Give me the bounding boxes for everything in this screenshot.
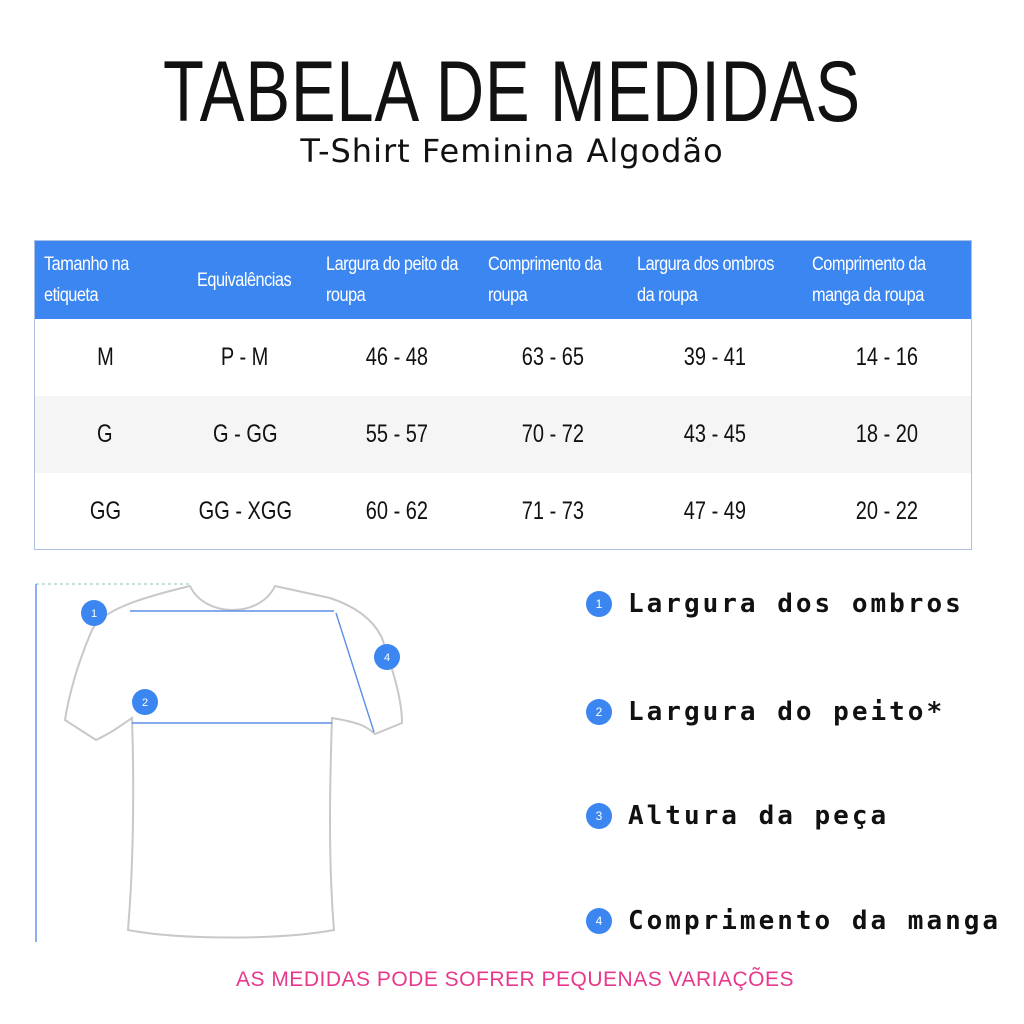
number-3-icon: 3: [586, 803, 612, 829]
table-cell: M: [96, 343, 114, 371]
header-equivalences: Equivalências: [197, 269, 292, 291]
number-2-icon: 2: [586, 699, 612, 725]
table-header: [35, 241, 971, 319]
marker-2-icon: [132, 689, 158, 715]
tshirt-diagram: [30, 578, 450, 948]
legend-label: Altura da peça: [628, 801, 890, 831]
svg-text:2: 2: [141, 697, 149, 709]
table-cell: 46 - 48: [365, 343, 429, 371]
table-cell: 71 - 73: [521, 497, 585, 525]
legend-label: Largura do peito*: [628, 697, 946, 727]
table-cell: P - M: [221, 343, 269, 371]
table-cell: 43 - 45: [683, 420, 747, 448]
table-cell: 14 - 16: [855, 343, 919, 371]
table-cell: 55 - 57: [365, 420, 429, 448]
legend-item-chest: [586, 692, 945, 732]
legend-label: Comprimento da manga: [628, 906, 1002, 936]
marker-1-icon: [81, 600, 107, 626]
header-length: Comprimento da roupa: [488, 254, 602, 306]
number-4-icon: 4: [586, 908, 612, 934]
header-sleeve-length: Comprimento da manga da roupa: [812, 254, 926, 306]
table-row: [35, 319, 971, 396]
legend-item-shoulder: [586, 584, 964, 624]
table-cell: 70 - 72: [521, 420, 585, 448]
header-shoulder-width: Largura dos ombros da roupa: [637, 254, 774, 306]
number-1-icon: 1: [586, 591, 612, 617]
table-cell: 60 - 62: [365, 497, 429, 525]
table-cell: GG - XGG: [198, 497, 292, 525]
table-cell: GG: [89, 497, 121, 525]
table-cell: G: [97, 420, 113, 448]
page-title: TABELA DE MEDIDAS: [163, 44, 861, 140]
table-cell: 63 - 65: [521, 343, 585, 371]
footnote: AS MEDIDAS PODE SOFRER PEQUENAS VARIAÇÕES: [235, 968, 795, 991]
marker-4-icon: [374, 644, 400, 670]
legend-item-height: [586, 796, 889, 836]
table-cell: 20 - 22: [855, 497, 919, 525]
header-size-label: Tamanho na etiqueta: [44, 254, 129, 306]
table-cell: 47 - 49: [683, 497, 747, 525]
table-row: [35, 473, 971, 550]
size-table: [34, 240, 972, 550]
table-cell: G - GG: [212, 420, 278, 448]
tshirt-outline: [65, 586, 402, 938]
header-chest-width: Largura do peito da roupa: [326, 254, 458, 306]
svg-text:1: 1: [90, 608, 98, 620]
table-cell: 18 - 20: [855, 420, 919, 448]
table-row: [35, 396, 971, 473]
legend-item-sleeve: [586, 901, 1001, 941]
legend-label: Largura dos ombros: [628, 589, 964, 619]
table-cell: 39 - 41: [683, 343, 747, 371]
svg-text:4: 4: [383, 652, 391, 664]
page-subtitle: T-Shirt Feminina Algodão: [300, 132, 724, 170]
